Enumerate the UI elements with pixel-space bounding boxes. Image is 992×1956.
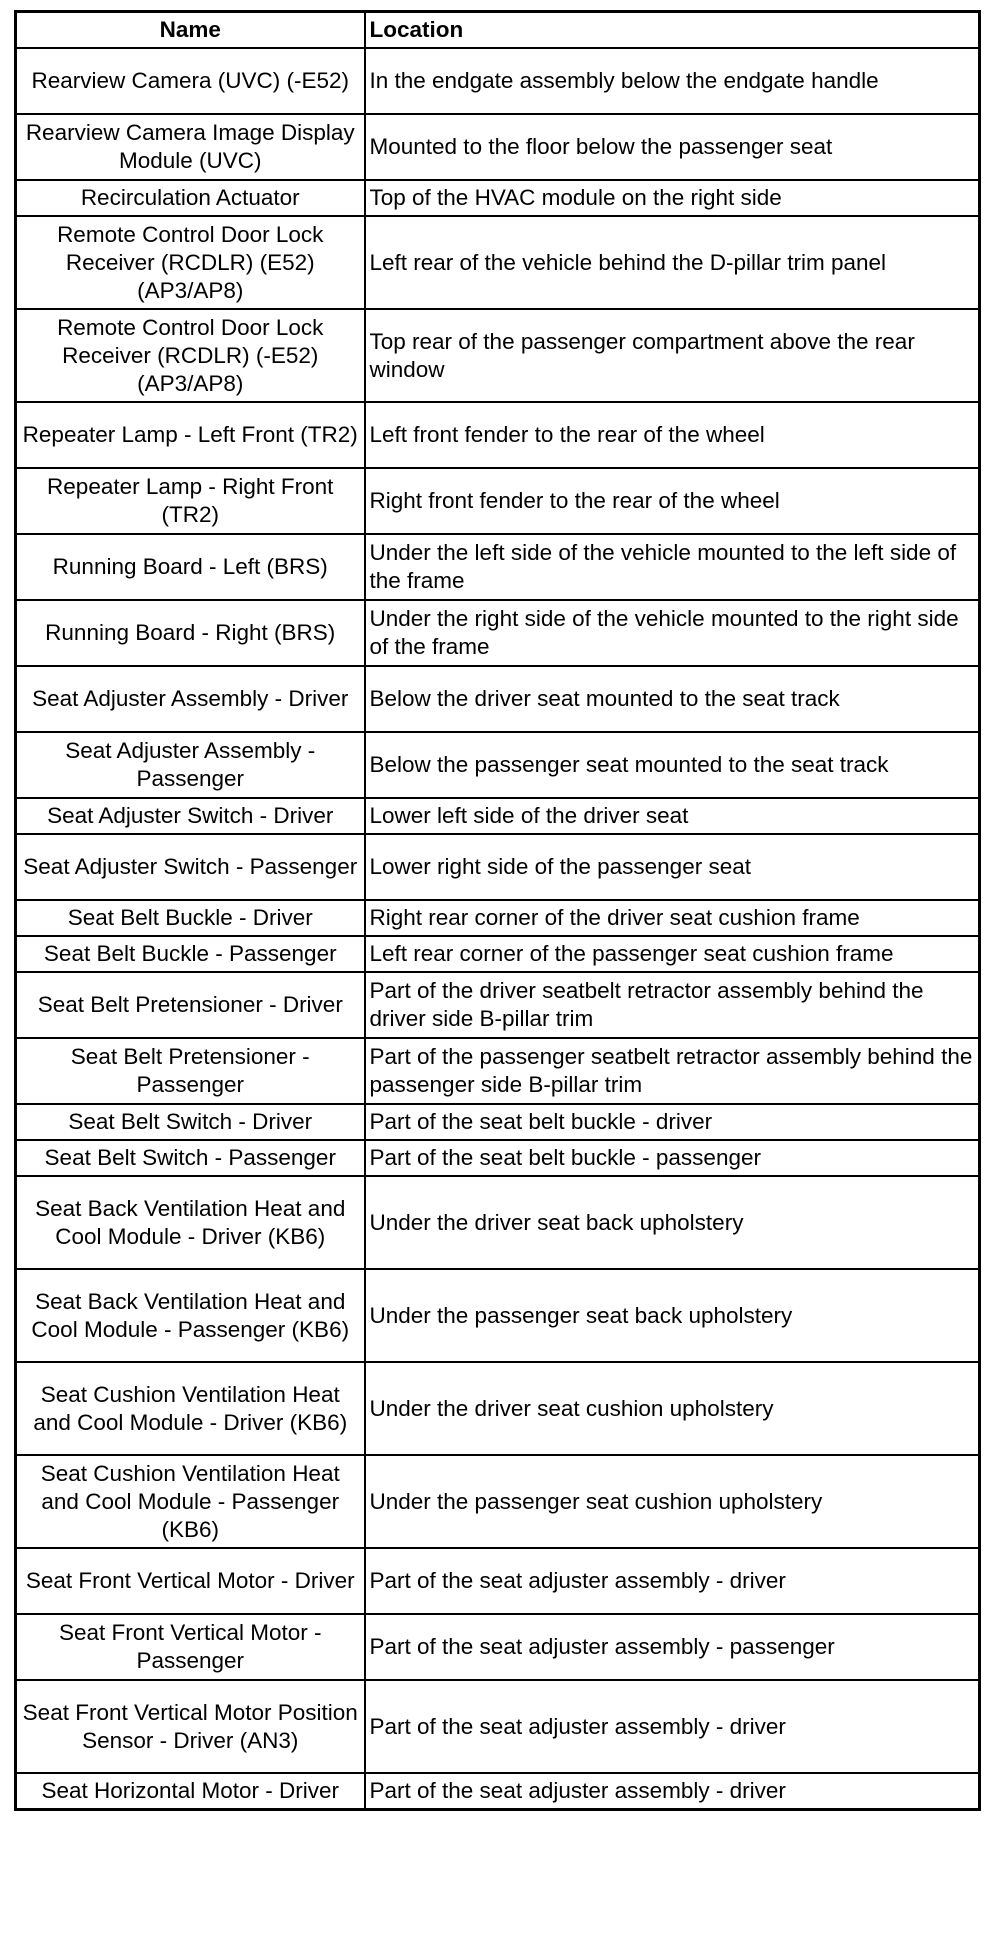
table-row (16, 1176, 980, 1269)
row-location-cell: Part of the seat adjuster assembly - driver (365, 1773, 980, 1810)
row-location-cell: Left front fender to the rear of the wheel (365, 402, 980, 468)
table-row (16, 48, 980, 114)
row-name-cell: Rearview Camera (UVC) (-E52) (16, 48, 365, 114)
row-name-cell: Running Board - Left (BRS) (16, 534, 365, 600)
row-name-cell: Running Board - Right (BRS) (16, 600, 365, 666)
row-name-cell: Seat Belt Pretensioner - Passenger (16, 1038, 365, 1104)
table-row (16, 900, 980, 936)
row-location-cell: Below the driver seat mounted to the seat track (365, 666, 980, 732)
row-name-cell: Seat Cushion Ventilation Heat and Cool Module - Driver (KB6) (16, 1362, 365, 1455)
row-location-cell: Part of the seat belt buckle - driver (365, 1104, 980, 1140)
row-location-cell: Under the passenger seat cushion upholstery (365, 1455, 980, 1548)
row-name-cell: Recirculation Actuator (16, 180, 365, 216)
table-row (16, 732, 980, 798)
row-name-cell: Seat Front Vertical Motor - Passenger (16, 1614, 365, 1680)
row-location-cell: Mounted to the floor below the passenger seat (365, 114, 980, 180)
row-name-cell: Seat Front Vertical Motor Position Sensor - Driver (AN3) (16, 1680, 365, 1773)
table-row (16, 1614, 980, 1680)
table-row (16, 936, 980, 972)
row-name-cell: Seat Adjuster Switch - Driver (16, 798, 365, 834)
row-name-cell: Seat Adjuster Assembly - Driver (16, 666, 365, 732)
row-location-cell: Under the passenger seat back upholstery (365, 1269, 980, 1362)
row-location-cell: Right front fender to the rear of the wheel (365, 468, 980, 534)
column-header-name: Name (16, 12, 365, 49)
row-location-cell: Part of the seat adjuster assembly - passenger (365, 1614, 980, 1680)
row-name-cell: Seat Adjuster Switch - Passenger (16, 834, 365, 900)
table-row (16, 180, 980, 216)
row-name-cell: Repeater Lamp - Right Front (TR2) (16, 468, 365, 534)
row-location-cell: Part of the seat belt buckle - passenger (365, 1140, 980, 1176)
table-row (16, 1140, 980, 1176)
row-name-cell: Remote Control Door Lock Receiver (RCDLR) (E52) (AP3/AP8) (16, 216, 365, 309)
row-name-cell: Seat Back Ventilation Heat and Cool Module - Passenger (KB6) (16, 1269, 365, 1362)
row-location-cell: Left rear corner of the passenger seat cushion frame (365, 936, 980, 972)
row-location-cell: Under the driver seat cushion upholstery (365, 1362, 980, 1455)
table-row (16, 1548, 980, 1614)
table-row (16, 972, 980, 1038)
row-location-cell: Right rear corner of the driver seat cushion frame (365, 900, 980, 936)
table-row (16, 600, 980, 666)
row-name-cell: Seat Back Ventilation Heat and Cool Module - Driver (KB6) (16, 1176, 365, 1269)
table-row (16, 1269, 980, 1362)
row-location-cell: Part of the passenger seatbelt retractor assembly behind the passenger side B-pillar trim (365, 1038, 980, 1104)
table-row (16, 1104, 980, 1140)
row-name-cell: Remote Control Door Lock Receiver (RCDLR) (-E52) (AP3/AP8) (16, 309, 365, 402)
row-name-cell: Seat Front Vertical Motor - Driver (16, 1548, 365, 1614)
table-row (16, 1362, 980, 1455)
table-row (16, 468, 980, 534)
table-row (16, 666, 980, 732)
table-row (16, 309, 980, 402)
component-location-table (14, 10, 981, 1811)
row-location-cell: Lower left side of the driver seat (365, 798, 980, 834)
row-location-cell: Top of the HVAC module on the right side (365, 180, 980, 216)
row-location-cell: Part of the driver seatbelt retractor assembly behind the driver side B-pillar trim (365, 972, 980, 1038)
table-row (16, 216, 980, 309)
row-location-cell: Below the passenger seat mounted to the seat track (365, 732, 980, 798)
row-location-cell: Top rear of the passenger compartment above the rear window (365, 309, 980, 402)
column-header-location: Location (365, 12, 980, 49)
table-row (16, 834, 980, 900)
table-row (16, 798, 980, 834)
table-row (16, 1773, 980, 1810)
row-name-cell: Seat Belt Switch - Driver (16, 1104, 365, 1140)
row-location-cell: Under the left side of the vehicle mounted to the left side of the frame (365, 534, 980, 600)
table-row (16, 402, 980, 468)
table-row (16, 1038, 980, 1104)
row-name-cell: Seat Adjuster Assembly - Passenger (16, 732, 365, 798)
row-location-cell: Under the driver seat back upholstery (365, 1176, 980, 1269)
table-row (16, 534, 980, 600)
row-name-cell: Seat Belt Pretensioner - Driver (16, 972, 365, 1038)
row-location-cell: Part of the seat adjuster assembly - driver (365, 1680, 980, 1773)
row-name-cell: Seat Cushion Ventilation Heat and Cool Module - Passenger (KB6) (16, 1455, 365, 1548)
row-location-cell: Lower right side of the passenger seat (365, 834, 980, 900)
header-row (16, 12, 980, 49)
table-row (16, 1455, 980, 1548)
row-name-cell: Seat Horizontal Motor - Driver (16, 1773, 365, 1810)
row-location-cell: In the endgate assembly below the endgate handle (365, 48, 980, 114)
table-row (16, 114, 980, 180)
row-name-cell: Seat Belt Buckle - Driver (16, 900, 365, 936)
row-location-cell: Under the right side of the vehicle mounted to the right side of the frame (365, 600, 980, 666)
row-location-cell: Left rear of the vehicle behind the D-pillar trim panel (365, 216, 980, 309)
row-name-cell: Seat Belt Buckle - Passenger (16, 936, 365, 972)
table-row (16, 1680, 980, 1773)
row-name-cell: Seat Belt Switch - Passenger (16, 1140, 365, 1176)
row-name-cell: Rearview Camera Image Display Module (UVC) (16, 114, 365, 180)
row-location-cell: Part of the seat adjuster assembly - driver (365, 1548, 980, 1614)
row-name-cell: Repeater Lamp - Left Front (TR2) (16, 402, 365, 468)
